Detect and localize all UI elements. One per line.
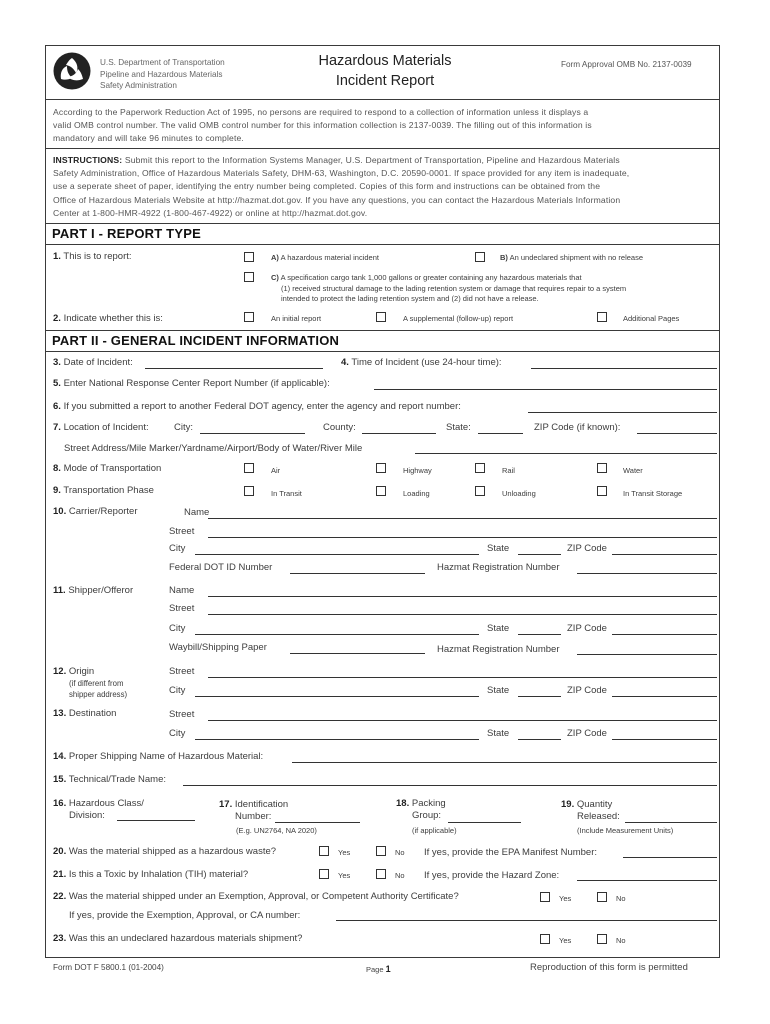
page-number: 1 — [385, 964, 391, 974]
hazardous-waste-no-checkbox[interactable] — [376, 846, 386, 856]
location-county-field[interactable] — [362, 433, 436, 434]
page-indicator — [366, 964, 391, 974]
q18-text: Packing — [411, 798, 446, 809]
origin-city-field[interactable] — [195, 696, 479, 697]
carrier-dot-id-field[interactable] — [290, 573, 425, 574]
carrier-name-label: Name — [184, 507, 210, 518]
q6-num: 6. — [53, 401, 61, 412]
q13-text: Destination — [68, 708, 117, 719]
mode-highway-label: Highway — [403, 466, 432, 475]
q17-num: 17. — [219, 799, 233, 810]
option-c-line: (1) received structural damage to the lading retention system or damage that requires repair to a system — [281, 283, 627, 293]
q23-label — [53, 933, 302, 944]
carrier-name-field[interactable] — [208, 518, 717, 519]
shipper-hazmat-reg-field[interactable] — [577, 654, 717, 655]
phase-loading-checkbox[interactable] — [376, 486, 386, 496]
initial-report-checkbox[interactable] — [244, 312, 254, 322]
origin-state-field[interactable] — [518, 696, 561, 697]
hazard-class-field[interactable] — [117, 820, 195, 821]
q16-line — [53, 798, 144, 810]
waybill-field[interactable] — [290, 653, 425, 654]
q8-num: 8. — [53, 463, 61, 474]
q22-num: 22. — [53, 891, 67, 902]
q9-num: 9. — [53, 485, 61, 496]
q1-option-a-checkbox[interactable] — [244, 252, 254, 262]
supplemental-report-checkbox[interactable] — [376, 312, 386, 322]
shipper-street-field[interactable] — [208, 614, 717, 615]
destination-state-label: State — [487, 728, 510, 739]
instructions-line — [53, 154, 718, 167]
q16-num: 16. — [53, 798, 67, 809]
option-c-line: intended to protect the lading retention system and (2) did not have a release. — [281, 294, 539, 303]
mode-water-label: Water — [623, 466, 643, 475]
epa-manifest-field[interactable] — [623, 857, 717, 858]
mode-air-checkbox[interactable] — [244, 463, 254, 473]
exemption-yes-label: Yes — [559, 894, 572, 903]
q19-line: Released: — [577, 811, 620, 822]
q14-num: 14. — [53, 751, 67, 762]
shipper-zip-label: ZIP Code — [567, 623, 607, 634]
shipper-name-label: Name — [169, 585, 195, 596]
q10-label — [53, 506, 138, 517]
q17-note: (E.g. UN2764, NA 2020) — [236, 826, 317, 835]
q20-text: Was the material shipped as a hazardous waste? — [68, 846, 277, 857]
carrier-hazmat-reg-label: Hazmat Registration Number — [437, 562, 560, 573]
exemption-yes-checkbox[interactable] — [540, 892, 550, 902]
q4-text: Time of Incident (use 24-hour time): — [351, 357, 502, 368]
q5-num: 5. — [53, 378, 61, 389]
shipper-state-label: State — [487, 623, 510, 634]
q17-label — [219, 799, 288, 823]
destination-street-label: Street — [169, 709, 195, 720]
q2-text: Indicate whether this is: — [63, 313, 163, 324]
instructions-label: INSTRUCTIONS: — [53, 155, 123, 165]
instructions-line: Center at 1-800-HMR-4922 (1-800-467-4922) or online at http://hazmat.dot.gov. — [53, 207, 368, 218]
trade-name-field[interactable] — [183, 785, 717, 786]
q12-note-line: (if different from — [69, 679, 124, 688]
undeclared-yes-checkbox[interactable] — [540, 934, 550, 944]
option-a-text: A hazardous material incident — [280, 253, 379, 262]
q2-num: 2. — [53, 313, 61, 324]
q18-num: 18. — [396, 798, 410, 809]
phase-unloading-label: Unloading — [502, 489, 536, 498]
q1-option-c-checkbox[interactable] — [244, 272, 254, 282]
agency-name — [100, 57, 225, 92]
page-label: Page — [366, 965, 384, 974]
origin-zip-field[interactable] — [612, 696, 717, 697]
q17-line — [219, 799, 288, 811]
q20-label — [53, 846, 276, 857]
shipper-hazmat-reg-label: Hazmat Registration Number — [437, 644, 560, 655]
location-city-field[interactable] — [200, 433, 305, 434]
q12-note — [69, 678, 127, 700]
q10-text: Carrier/Reporter — [68, 506, 138, 517]
hazard-zone-field[interactable] — [577, 880, 717, 881]
q21-text: Is this a Toxic by Inhalation (TIH) material? — [68, 869, 249, 880]
undeclared-no-checkbox[interactable] — [597, 934, 607, 944]
carrier-hazmat-reg-field[interactable] — [577, 573, 717, 574]
q7-county-label: County: — [323, 422, 356, 433]
reproduction-notice: Reproduction of this form is permitted — [530, 962, 688, 973]
carrier-state-label: State — [487, 543, 510, 554]
q12-note-line: shipper address) — [69, 690, 128, 699]
hazardous-waste-yes-label: Yes — [338, 848, 351, 857]
phase-storage-label: In Transit Storage — [623, 489, 683, 498]
mode-water-checkbox[interactable] — [597, 463, 607, 473]
instructions-line: Office of Hazardous Materials Website at http://hazmat.dot.gov. If you have any questions, you can contact the Hazardous Materials Information — [53, 194, 621, 205]
tih-yes-checkbox[interactable] — [319, 869, 329, 879]
q19-text: Quantity — [576, 799, 613, 810]
hazardous-waste-yes-checkbox[interactable] — [319, 846, 329, 856]
paperwork-line: mandatory and will take 96 minutes to complete. — [53, 133, 244, 144]
location-street-field[interactable] — [415, 453, 717, 454]
instructions-text: Submit this report to the Information Systems Manager, U.S. Department of Transportation, Pipeline and Hazardous Materials — [124, 155, 620, 165]
q3-text: Date of Incident: — [63, 357, 133, 368]
q16-text: Hazardous Class/ — [68, 798, 144, 809]
q18-note: (if applicable) — [412, 826, 457, 835]
phase-in-transit-label: In Transit — [271, 489, 302, 498]
phase-loading-label: Loading — [403, 489, 430, 498]
tih-no-checkbox[interactable] — [376, 869, 386, 879]
q7-state-label: State: — [446, 422, 471, 433]
shipper-city-label: City — [169, 623, 186, 634]
paperwork-line: valid OMB control number. The valid OMB control number for this information collection is 2137-0039. The filling out of this information is — [53, 120, 592, 131]
paperwork-line: According to the Paperwork Reduction Act of 1995, no persons are required to respond to a collection of information unless it displays a — [53, 107, 589, 117]
option-b-text: An undeclared shipment with no release — [509, 253, 644, 262]
shipper-street-label: Street — [169, 603, 195, 614]
q11-num: 11. — [53, 585, 66, 596]
q18-label — [396, 798, 446, 822]
q11-label — [53, 585, 133, 596]
carrier-zip-label: ZIP Code — [567, 543, 607, 554]
carrier-city-label: City — [169, 543, 186, 554]
carrier-dot-id-label: Federal DOT ID Number — [169, 562, 273, 573]
q13-num: 13. — [53, 708, 67, 719]
destination-city-label: City — [169, 728, 186, 739]
q22-text: Was the material shipped under an Exemption, Approval, or Competent Authority Certificate? — [68, 891, 459, 902]
q4-label — [341, 357, 502, 368]
time-of-incident-field[interactable] — [531, 368, 717, 369]
tih-yes-label: Yes — [338, 871, 351, 880]
mode-rail-label: Rail — [502, 466, 515, 475]
hazard-zone-label: If yes, provide the Hazard Zone: — [424, 870, 560, 881]
origin-zip-label: ZIP Code — [567, 685, 607, 696]
q23-text: Was this an undeclared hazardous materials shipment? — [68, 933, 303, 944]
phase-unloading-checkbox[interactable] — [475, 486, 485, 496]
agency-line-1: U.S. Department of Transportation — [100, 58, 225, 67]
paperwork-notice — [53, 106, 718, 146]
date-of-incident-field[interactable] — [145, 368, 323, 369]
proper-shipping-name-field[interactable] — [292, 762, 717, 763]
mode-rail-checkbox[interactable] — [475, 463, 485, 473]
option-a-letter: A) — [271, 253, 279, 262]
q21-label — [53, 869, 248, 880]
q3-num: 3. — [53, 357, 61, 368]
form-title — [305, 51, 465, 91]
origin-city-label: City — [169, 685, 186, 696]
q1-option-b-label — [500, 253, 643, 262]
q2-label — [53, 313, 163, 324]
phase-storage-checkbox[interactable] — [597, 486, 607, 496]
carrier-street-field[interactable] — [208, 537, 717, 538]
supplemental-report-label: A supplemental (follow-up) report — [403, 314, 514, 323]
q6-text: If you submitted a report to another Federal DOT agency, enter the agency and report number: — [63, 401, 461, 412]
q1-text: This is to report: — [63, 251, 132, 262]
packing-group-field[interactable] — [448, 822, 521, 823]
q16-line: Division: — [69, 810, 105, 821]
destination-city-field[interactable] — [195, 739, 479, 740]
q21-num: 21. — [53, 869, 67, 880]
carrier-city-field[interactable] — [195, 554, 479, 555]
q15-label — [53, 774, 166, 785]
q19-line — [561, 799, 620, 811]
q17-line: Number: — [235, 811, 272, 822]
q12-label — [53, 666, 94, 677]
agency-line-2: Pipeline and Hazardous Materials — [100, 69, 223, 79]
q5-label — [53, 378, 330, 389]
exemption-no-label: No — [616, 894, 626, 903]
location-zip-field[interactable] — [637, 433, 717, 434]
q20-num: 20. — [53, 846, 67, 857]
title-line-2: Incident Report — [335, 73, 435, 89]
destination-state-field[interactable] — [518, 739, 561, 740]
additional-pages-label: Additional Pages — [623, 314, 680, 323]
q5-text: Enter National Response Center Report Number (if applicable): — [63, 378, 330, 389]
undeclared-no-label: No — [616, 936, 626, 945]
shipper-name-field[interactable] — [208, 596, 717, 597]
q9-label — [53, 485, 154, 496]
q3-label — [53, 357, 133, 368]
q19-label — [561, 799, 620, 823]
option-c-letter: C) — [271, 273, 279, 282]
exemption-no-checkbox[interactable] — [597, 892, 607, 902]
option-b-letter: B) — [500, 253, 508, 262]
q4-num: 4. — [341, 357, 349, 368]
form-number: Form DOT F 5800.1 (01-2004) — [53, 963, 164, 972]
q1-option-b-checkbox[interactable] — [475, 252, 485, 262]
q7-city-label: City: — [174, 422, 193, 433]
q6-label — [53, 401, 461, 412]
q16-label — [53, 798, 144, 822]
epa-manifest-label: If yes, provide the EPA Manifest Number: — [424, 847, 598, 858]
divider — [45, 351, 720, 352]
hazardous-waste-no-label: No — [395, 848, 405, 857]
instructions — [53, 154, 718, 220]
instructions-line: Safety Administration, Office of Hazardous Materials Safety, DHM-63, Washington, D.C. 20590-0001. If space provided for any item is inadequate, — [53, 168, 630, 179]
instructions-line: use a seperate sheet of paper, identifying the entry number being completed. Copies of this form and instructions can be obtained from the — [53, 181, 601, 192]
carrier-street-label: Street — [169, 526, 195, 537]
q18-line: Group: — [412, 810, 442, 821]
q1-num: 1. — [53, 251, 61, 262]
shipper-city-field[interactable] — [195, 634, 479, 635]
additional-pages-checkbox[interactable] — [597, 312, 607, 322]
part2-heading: PART II - GENERAL INCIDENT INFORMATION — [52, 333, 340, 348]
q8-text: Mode of Transportation — [63, 463, 162, 474]
carrier-zip-field[interactable] — [612, 554, 717, 555]
waybill-label: Waybill/Shipping Paper — [169, 642, 267, 653]
origin-state-label: State — [487, 685, 510, 696]
q19-num: 19. — [561, 799, 575, 810]
carrier-state-field[interactable] — [518, 554, 561, 555]
q7-text: Location of Incident: — [63, 422, 149, 433]
title-line-1: Hazardous Materials — [318, 53, 452, 69]
mode-highway-checkbox[interactable] — [376, 463, 386, 473]
q9-text: Transportation Phase — [63, 485, 154, 496]
destination-zip-field[interactable] — [612, 739, 717, 740]
divider — [45, 148, 720, 149]
agency-line-3: Safety Administration — [100, 81, 177, 90]
undeclared-yes-label: Yes — [559, 936, 572, 945]
shipper-zip-field[interactable] — [612, 634, 717, 635]
q1-label — [53, 251, 132, 262]
part1-heading: PART I - REPORT TYPE — [52, 226, 201, 241]
q11-text: Shipper/Offeror — [68, 585, 134, 596]
origin-street-field[interactable] — [208, 677, 717, 678]
option-c-text: A specification cargo tank 1,000 gallons or greater containing any hazardous materials that — [280, 273, 582, 282]
q14-text: Proper Shipping Name of Hazardous Material: — [68, 751, 264, 762]
option-c-line — [271, 273, 626, 284]
q1-option-a-label — [271, 253, 379, 262]
destination-street-field[interactable] — [208, 720, 717, 721]
location-state-field[interactable] — [478, 433, 523, 434]
exemption-number-label: If yes, provide the Exemption, Approval, or CA number: — [69, 910, 301, 921]
q7-label — [53, 422, 149, 433]
q10-num: 10. — [53, 506, 67, 517]
identification-number-field[interactable] — [275, 822, 360, 823]
q15-num: 15. — [53, 774, 67, 785]
divider — [45, 223, 720, 224]
origin-street-label: Street — [169, 666, 195, 677]
mode-air-label: Air — [271, 466, 281, 475]
q14-label — [53, 751, 263, 762]
agency-report-number-field[interactable] — [528, 412, 717, 413]
quantity-released-field[interactable] — [625, 822, 717, 823]
destination-zip-label: ZIP Code — [567, 728, 607, 739]
phase-in-transit-checkbox[interactable] — [244, 486, 254, 496]
q15-text: Technical/Trade Name: — [68, 774, 167, 785]
shipper-state-field[interactable] — [518, 634, 561, 635]
q12-text: Origin — [68, 666, 95, 677]
tih-no-label: No — [395, 871, 405, 880]
initial-report-label: An initial report — [271, 314, 322, 323]
divider — [45, 330, 720, 331]
q7-num: 7. — [53, 422, 61, 433]
omb-number: Form Approval OMB No. 2137-0039 — [561, 60, 692, 69]
q7-zip-label: ZIP Code (if known): — [534, 422, 621, 433]
nrc-report-number-field[interactable] — [374, 389, 717, 390]
q22-label — [53, 891, 459, 902]
q8-label — [53, 463, 161, 474]
exemption-number-field[interactable] — [336, 920, 717, 921]
q13-label — [53, 708, 116, 719]
q23-num: 23. — [53, 933, 67, 944]
q7-street-label: Street Address/Mile Marker/Yardname/Airport/Body of Water/River Mile — [64, 443, 363, 454]
q1-option-c-label — [271, 273, 626, 305]
divider — [45, 99, 720, 100]
q17-text: Identification — [234, 799, 289, 810]
q19-note: (Include Measurement Units) — [577, 826, 674, 835]
q12-num: 12. — [53, 666, 67, 677]
q18-line — [396, 798, 446, 810]
divider — [45, 244, 720, 245]
dot-logo-icon — [53, 52, 91, 90]
